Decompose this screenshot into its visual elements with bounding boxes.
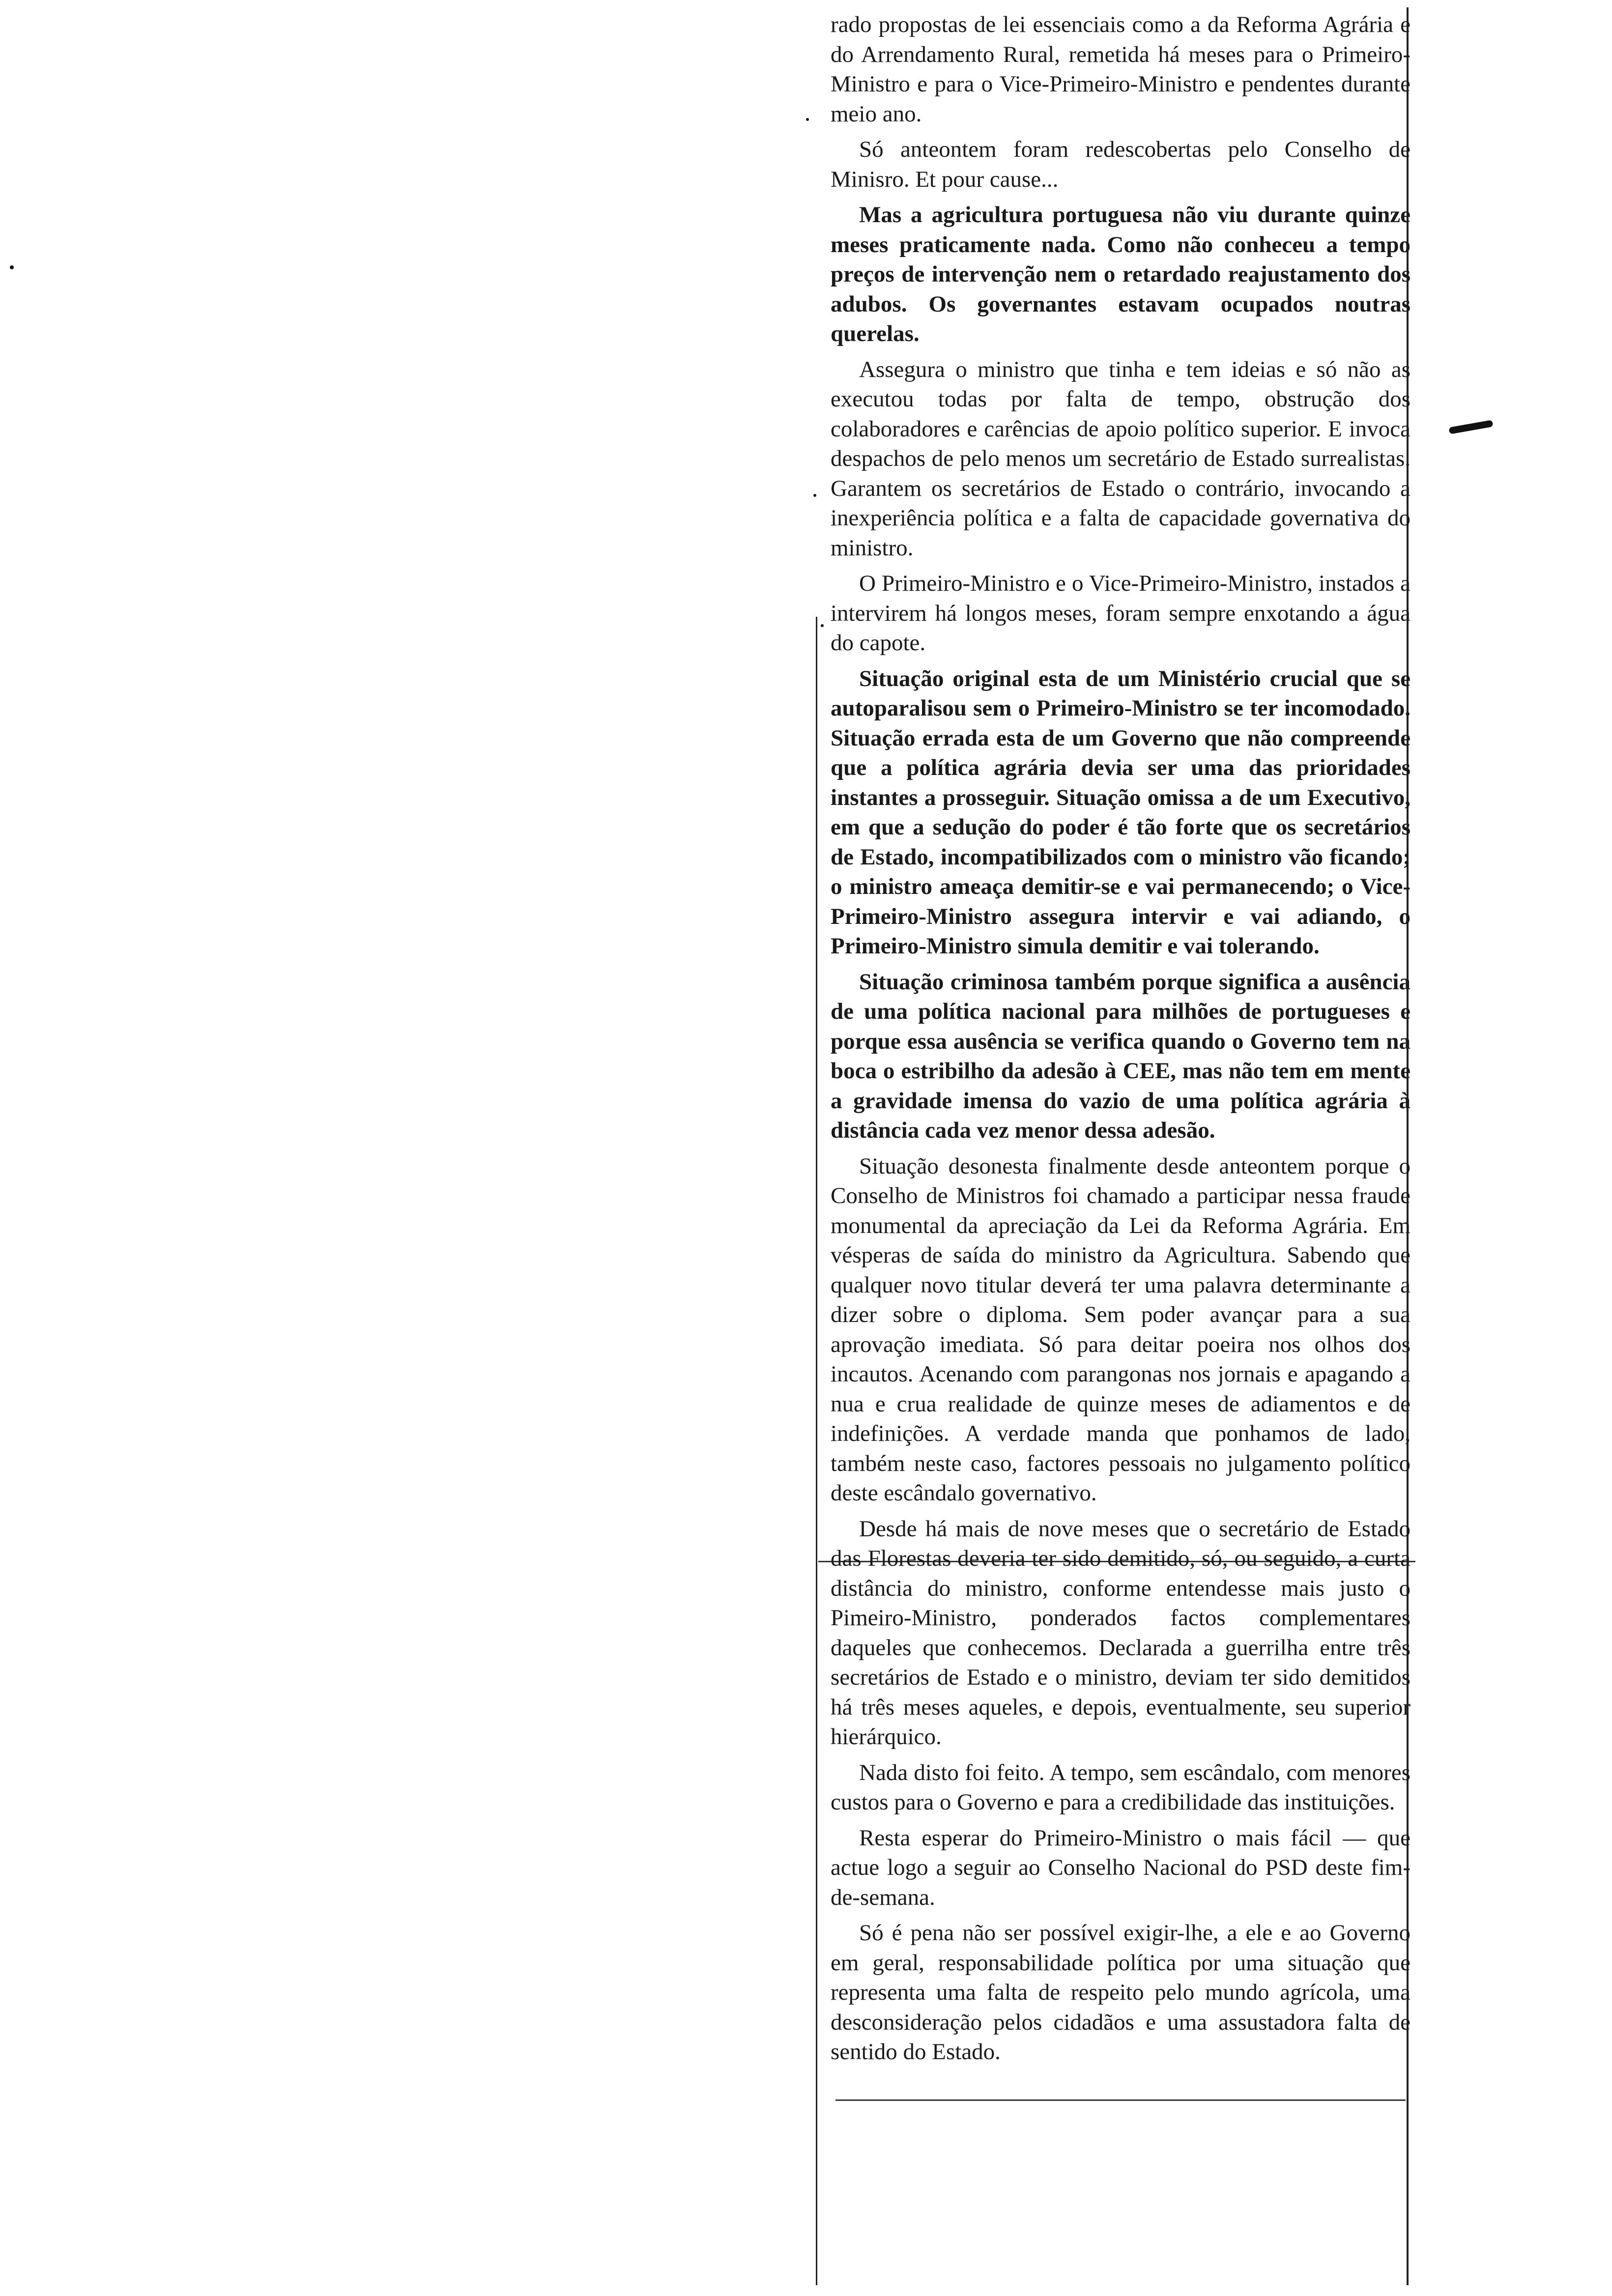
scan-speck bbox=[813, 494, 816, 497]
article-paragraph: Assegura o ministro que tinha e tem ideias e só não as executou todas por falta de tempo, obstrução dos colaboradores e carências de apoio político superior. E invoca despachos de pelo menos um secretário de Estado surrealistas. Garantem os secretários de Estado o contrário, invocando a inexperiência política e a falta de capacidade governativa do ministro. bbox=[831, 356, 1410, 561]
scan-speck bbox=[10, 265, 14, 269]
article-paragraph: Só anteontem foram redescobertas pelo Conselho de Minisro. Et pour cause... bbox=[831, 137, 1410, 192]
article-paragraph-bold: Mas a agricultura portuguesa não viu durante quinze meses praticamente nada. Como não conheceu a tempo preços de intervenção nem o retardado reajustamento dos adubos. Os governantes estavam ocupados noutras querelas. bbox=[831, 202, 1410, 346]
article-paragraph: Resta esperar do Primeiro-Ministro o mais fácil — que actue logo a seguir ao Conselho Nacional do PSD deste fim-de-semana. bbox=[831, 1825, 1410, 1910]
article-paragraph-bold: Situação original esta de um Ministério crucial que se autoparalisou sem o Primeiro-Ministro se ter incomodado. Situação errada esta de um Governo que não compreende que a política agrária devia ser uma das prioridades instantes a prosseguir. Situação omissa a de um Executivo, em que a sedução do poder é tão forte que os secretários de Estado, incompatibilizados com o ministro vão ficando; o ministro ameaça demitir-se e vai permanecendo; o Vice-Primeiro-Ministro assegura intervir e vai adiando, o Primeiro-Ministro simula demitir e vai tolerando. bbox=[831, 665, 1410, 959]
scan-speck bbox=[821, 624, 824, 627]
article-column bbox=[831, 10, 1410, 2073]
scan-speck bbox=[806, 118, 809, 121]
article-paragraph: Só é pena não ser possível exigir-lhe, a ele e ao Governo em geral, responsabilidade política por uma situação que representa uma falta de respeito pelo mundo agrícola, uma desconsideração pelos cidadãos e uma assustadora falta de sentido do Estado. bbox=[831, 1920, 1410, 2065]
article-paragraph-bold: Situação criminosa também porque significa a ausência de uma política nacional para milhões de portugueses e porque essa ausência se verifica quando o Governo tem na boca o estribilho da adesão à CEE, mas não tem em mente a gravidade imensa do vazio de uma política agrária à distância cada vez menor dessa adesão. bbox=[831, 969, 1410, 1143]
article-paragraph: rado propostas de lei essenciais como a da Reforma Agrária e do Arrendamento Rural, remetida há meses para o Primeiro-Ministro e para o Vice-Primeiro-Ministro e pendentes durante meio ano. bbox=[831, 12, 1410, 127]
article-paragraph: Nada disto foi feito. A tempo, sem escândalo, com menores custos para o Governo e para a credibilidade das instituições. bbox=[831, 1759, 1410, 1815]
article-paragraph: O Primeiro-Ministro e o Vice-Primeiro-Ministro, instados a intervirem há longos meses, foram sempre enxotando a água do capote. bbox=[831, 571, 1410, 656]
margin-mark bbox=[1448, 420, 1493, 434]
column-rule-left bbox=[816, 617, 817, 2285]
column-cut-line bbox=[835, 2099, 1406, 2101]
article-paragraph: Desde há mais de nove meses que o secretário de Estado das Florestas deveria ter sido demitido, só, ou seguido, a curta distância do ministro, conforme entendesse mais justo o Pimeiro-Ministro, ponderados factos complementares daqueles que conhecemos. Declarada a guerrilha entre três secretários de Estado e o ministro, deviam ter sido demitidos há três meses aqueles, e depois, eventualmente, seu superior hierárquico. bbox=[831, 1516, 1410, 1750]
article-paragraph: Situação desonesta finalmente desde anteontem porque o Conselho de Ministros foi chamado a participar nessa fraude monumental da apreciação da Lei da Reforma Agrária. Em vésperas de saída do ministro da Agricultura. Sabendo que qualquer novo titular deverá ter uma palavra determinante a dizer sobre o diploma. Sem poder avançar para a sua aprovação imediata. Só para deitar poeira nos olhos dos incautos. Acenando com parangonas nos jornais e apagando a nua e crua realidade de quinze meses de adiamentos e de indefinições. A verdade manda que ponhamos de lado, também neste caso, factores pessoais no julgamento político deste escândalo governativo. bbox=[831, 1153, 1410, 1506]
